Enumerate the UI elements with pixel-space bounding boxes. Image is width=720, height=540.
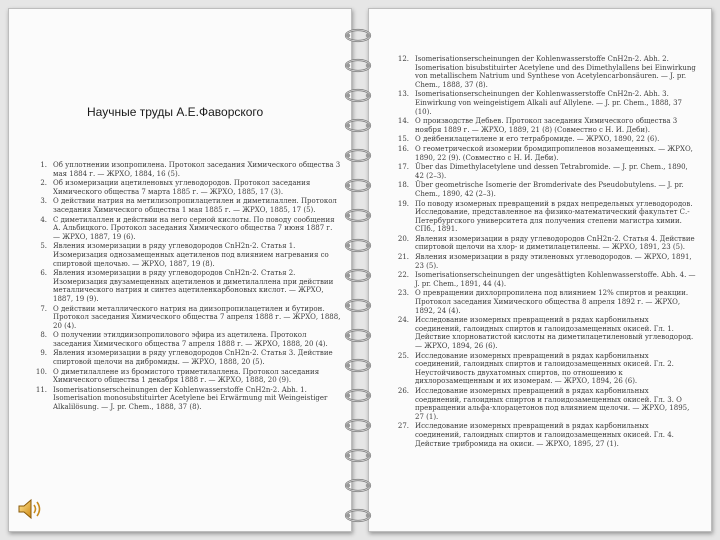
spiral-ring-icon [344,118,372,133]
spiral-ring-icon [344,58,372,73]
bibliography-entry [397,316,697,350]
entry-text: О производстве Дебьев. Протокол заседания Химического общества 3 ноября 1889 г. — ЖРХО, 1889, 21 (8) (Совместно с Н. И. Деби). [415,117,678,134]
bibliography-entry [397,90,697,116]
left-page [8,8,352,532]
bibliography-entry [35,368,341,385]
bibliography-entry [35,269,341,303]
bibliography-entry [397,271,697,288]
spiral-ring-icon [344,478,372,493]
entry-number: 14. [397,117,409,126]
entry-number: 7. [40,304,47,313]
spiral-ring-icon [344,298,372,313]
bibliography-entry [397,135,697,144]
bibliography-entry [397,289,697,315]
bibliography-entry [397,163,697,180]
entry-text: Isomerisationserscheinungen der ungesättigten Kohlenwasserstoffe. Abh. 4. — J. pr. Chem., 1891, 44 (4). [415,271,696,288]
bibliography-entry [35,305,341,331]
bibliography-entry [397,200,697,234]
spiral-ring-icon [344,88,372,103]
spiral-ring-icon [344,358,372,373]
spiral-ring-icon [344,28,372,43]
spiral-ring-icon [344,418,372,433]
entry-number: 27. [397,422,409,431]
spiral-ring-icon [344,208,372,223]
entry-text: Über das Dimethylacetylene und dessen Tetrabromide. — J. pr. Chem., 1890, 42 (2–3). [415,163,688,180]
entry-text: Явления изомеризации в ряду углеводородов CnH2n-2. Статья 1. Изомеризация однозамещенных ацетиленов под влиянием нагревания со спиртовой щелочью. — ЖРХО, 1887, 19 (8). [53,242,329,268]
entry-text: По поводу изомерных превращений в рядах непредельных углеводородов. Исследование, представленное на физико-математический факультет С.-Петербургского университета для получения степени магистра химии. СПб., 1891. [415,199,693,234]
bibliography-entry [35,386,341,412]
bibliography-list-right [397,55,697,449]
entry-number: 19. [397,199,409,208]
bibliography-entry [35,216,341,242]
bibliography-entry [397,181,697,198]
entry-number: 25. [397,351,409,360]
entry-number: 5. [40,242,47,251]
bibliography-entry [35,331,341,348]
bibliography-entry [35,349,341,366]
entry-number: 12. [397,55,409,63]
entry-text: Исследование изомерных превращений в рядах карбонильных соединений, галоидных спиртов и галоидозамещенных окисей. Гл. 1. Действие хлорноватистой кислоты на диметилацетиленовый углеводород. — ЖРХО, 1894, 26 (6). [415,316,694,350]
bibliography-entry [35,179,341,196]
entry-number: 8. [40,331,47,340]
entry-number: 16. [397,144,409,153]
entry-text: О геометрической изомерии бромдипропиленов нозамещенных. — ЖРХО, 1890, 22 (9). (Совместно с Н. И. Деби). [415,144,693,162]
bibliography-entry [397,422,697,448]
entry-number: 15. [397,135,409,144]
entry-number: 13. [397,90,409,99]
entry-text: О превращении дихлорпропилена под влиянием 12% спиртов и реакции. Протокол заседания Химического общества 8 апреля 1892 г. — ЖРХО, 1892, 24 (4). [415,289,689,315]
bibliography-entry [397,352,697,386]
bibliography-entry [35,161,341,178]
bibliography-entry [397,55,697,89]
bibliography-entry [397,235,697,252]
entry-number: 23. [397,289,409,298]
entry-text: Isomerisationserscheinungen der Kohlenwasserstoffe CnH2n-2. Abh. 1. Isomerisation monosubstituirter Acetylene bei Erwärmung mit Weingeistiger Alkalilösung. — J. pr. Chem., 1888, 37 (8). [53,385,328,412]
entry-text: О действии натрия на метилизопропилацетилен и диметилаллен. Протокол заседания Химического общества 1 мая 1885 г. — ЖРХО, 1885, 17 (5). [53,197,337,214]
bibliography-entry [397,253,697,270]
entry-number: 26. [397,386,409,395]
entry-text: Isomerisationserscheinungen der Kohlenwasserstoffe CnH2n-2. Abh. 2. Isomerisation bisubstituirter Acetylene und des Dimethylallens bei Einwirkung von metallischem Natrium und Synthese von Acetylencarbonsäuren. — J. pr. Chem., 1888, 37 (8). [415,55,696,89]
entry-text: О дейбенилацетилене и его тетрабромиде. — ЖРХО, 1890, 22 (6). [415,135,660,144]
entry-text: Об изомеризации ацетиленовых углеводородов. Протокол заседания Химического общества 7 марта 1885 г. — ЖРХО, 1885, 17 (3). [53,179,311,196]
entry-text: О диметилаллене из бромистого триметилаллена. Протокол заседания Химического общества 1 декабря 1888 г. — ЖРХО, 1888, 20 (9). [53,367,320,385]
entry-text: О действии металлического натрия на диизопропилацетилен и бутирон. Протокол заседания Химического общества 7 апреля 1888 г. — ЖРХО, 1888, 20 (4). [53,304,341,330]
entry-number: 20. [397,234,409,243]
entry-text: Исследование изомерных превращений в рядах карбонильных соединений, галоидных спиртов и галоидозамещенных окисей. Гл. 4. Действие трибромида на окиси. — ЖРХО, 1895, 27 (1). [415,422,674,448]
entry-number: 2. [40,179,47,188]
entry-text: Об уплотнении изопропилена. Протокол заседания Химического общества 3 мая 1884 г. — ЖРХО, 1884, 16 (5). [53,161,341,178]
right-page [368,8,712,532]
spiral-ring-icon [344,178,372,193]
spiral-ring-icon [344,238,372,253]
entry-number: 9. [40,349,47,358]
spiral-ring-icon [344,508,372,523]
entry-number: 3. [40,197,47,206]
spiral-ring-icon [344,388,372,403]
speaker-icon[interactable] [16,497,44,521]
spiral-ring-icon [344,148,372,163]
entry-text: О получении этилдиизопропилового эфира из ацетилена. Протокол заседания Химического общества 7 апреля 1888 г. — ЖРХО, 1888, 20 (4). [53,331,328,348]
bibliography-entry [35,197,341,214]
entry-text: Исследование изомерных превращений в рядах карбонильных соединений, галоидных спиртов и галоидозамещенных окисей. Гл. 2. Неустойчивость двухатомных спиртов, по отношению к дихлорозамещенным и их изомерам. — ЖРХО, 1894, 26 (6). [415,351,674,386]
bibliography-entry [35,242,341,268]
entry-number: 4. [40,215,47,224]
bibliography-entry [397,117,697,134]
spiral-ring-icon [344,268,372,283]
slide-title: Научные труды А.Е.Фаворского [87,105,264,119]
entry-text: Явления изомеризации в ряду углеводородов CnH2n-2. Статья 3. Действие спиртовой щелочи на дибромиды. — ЖРХО, 1888, 20 (5). [53,349,333,367]
entry-text: Явления изомеризации в ряду углеводородов CnH2n-2. Статья 2. Изомеризация двузамещенных ацетиленов и диметилаллена при действии металлического натрия и синтез ацетиленкарбоновых кислот. — ЖРХО, 1887, 19 (9). [53,269,334,303]
entry-number: 10. [35,367,47,376]
spiral-ring-icon [344,448,372,463]
entry-number: 6. [40,269,47,278]
spiral-ring-icon [344,328,372,343]
entry-text: Явления изомеризации в ряду углеводородов CnH2n-2. Статья 4. Действие спиртовой щелочи на хлор- и диметилацетилены. — ЖРХО, 1891, 23 (5). [415,234,695,252]
entry-number: 17. [397,163,409,172]
entry-number: 21. [397,253,409,262]
bibliography-entry [397,387,697,421]
entry-number: 24. [397,316,409,325]
entry-text: С диметилаллен и действии на него серной кислоты. По поводу сообщения А. Альбицкого. Протокол заседания Химического общества 7 июня 1887 г. — ЖРХО, 1887, 19 (6). [53,215,335,241]
entry-text: Isomerisationserscheinungen der Kohlenwasserstoffe CnH2n-2. Abh. 3. Einwirkung von weingeistigem Alkali auf Allylene. — J. pr. Chem., 1888, 37 (10). [415,90,682,116]
bibliography-entry [397,145,697,162]
entry-number: 1. [40,161,47,169]
entry-number: 18. [397,181,409,190]
entry-text: Über geometrische Isomerie der Bromderivate des Pseudobutylens. — J. pr. Chem., 1890, 42 (2–3). [415,181,684,198]
entry-text: Исследование изомерных превращений в рядах карбонильных соединений, галоидных спиртов и галоидозамещенных окисей. Гл. 3. О превращении альфа-хлорацетонов под влиянием щелочи. — ЖРХО, 1895, 27 (1). [415,386,690,421]
entry-number: 11. [35,385,47,394]
bibliography-list-left [35,161,341,413]
entry-text: Явления изомеризации в ряду этиленовых углеводородов. — ЖРХО, 1891, 23 (5). [415,253,692,270]
entry-number: 22. [397,271,409,280]
